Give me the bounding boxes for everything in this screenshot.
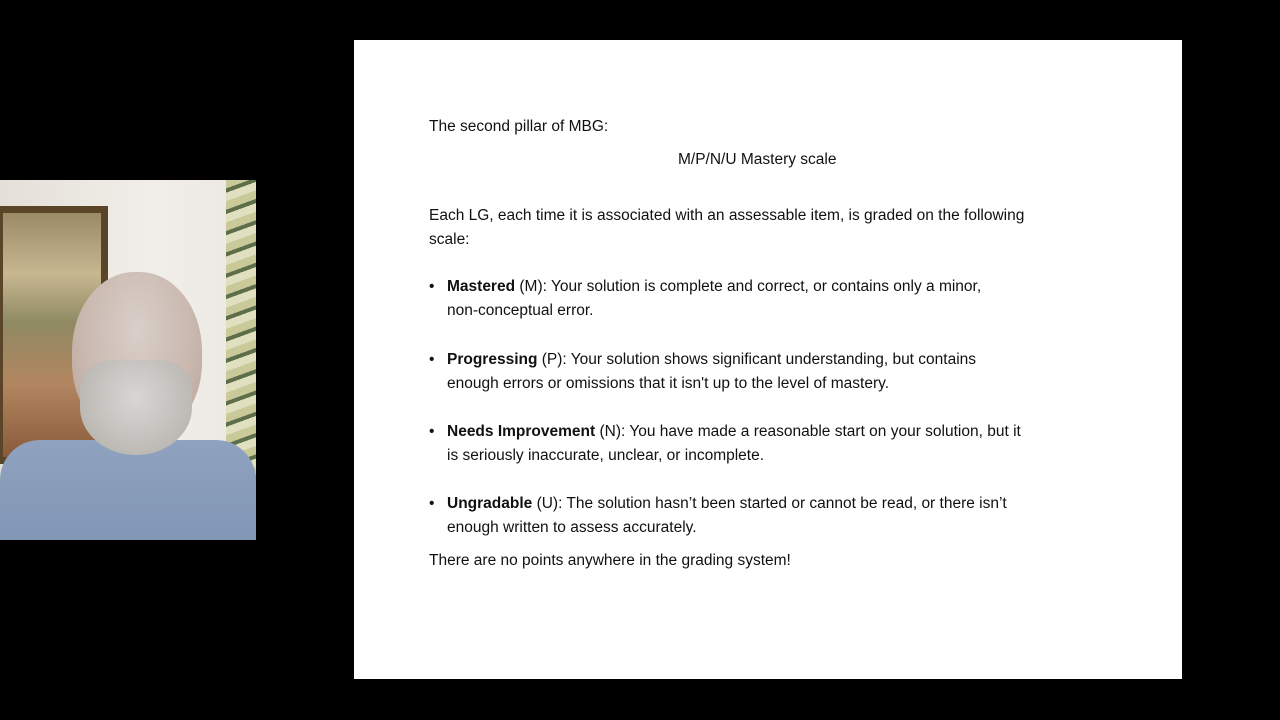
bullet-icon: • (429, 495, 435, 512)
bullet-icon: • (429, 351, 435, 368)
term-mastered: Mastered (447, 278, 516, 295)
desc-line2: is seriously inaccurate, unclear, or incomplete. (447, 447, 765, 464)
list-item-needs-improvement (429, 420, 1097, 468)
slide-subtitle: M/P/N/U Mastery scale (678, 151, 837, 168)
bullet-icon: • (429, 423, 435, 440)
presenter-beard (80, 360, 192, 455)
term-needs-improvement: Needs Improvement (447, 423, 596, 440)
mastery-scale-list-u (429, 492, 1097, 540)
mastery-scale-list (429, 275, 1097, 323)
term-ungradable: Ungradable (447, 495, 533, 512)
bullet-icon: • (429, 278, 435, 295)
desc-line1: The solution hasn’t been started or cannot be read, or there isn’t (562, 495, 1007, 512)
desc-line1: Your solution shows significant understanding, but contains (566, 351, 977, 368)
code-p: (P): (537, 351, 567, 368)
slide-intro: The second pillar of MBG: (429, 118, 609, 135)
slide-closing: There are no points anywhere in the grading system! (429, 552, 791, 569)
curtain (226, 180, 256, 480)
desc-line2: enough written to assess accurately. (447, 519, 697, 536)
code-n: (N): (595, 423, 626, 440)
code-m: (M): (515, 278, 547, 295)
presenter-webcam (0, 180, 256, 540)
mastery-scale-list-p (429, 348, 1097, 396)
list-item-mastered (429, 275, 1097, 323)
slide-paragraph-line1: Each LG, each time it is associated with an assessable item, is graded on the following (429, 207, 1025, 224)
desc-line1: You have made a reasonable start on your solution, but it (625, 423, 1021, 440)
presenter-shirt (0, 440, 256, 540)
code-u: (U): (532, 495, 563, 512)
term-progressing: Progressing (447, 351, 538, 368)
mastery-scale-list-n (429, 420, 1097, 468)
desc-line1: Your solution is complete and correct, or contains only a minor, (546, 278, 982, 295)
list-item-ungradable (429, 492, 1097, 540)
desc-line2: non-conceptual error. (447, 302, 594, 319)
slide-paragraph-line2: scale: (429, 231, 470, 248)
list-item-progressing (429, 348, 1097, 396)
presentation-slide (354, 40, 1182, 679)
desc-line2: enough errors or omissions that it isn't up to the level of mastery. (447, 375, 890, 392)
